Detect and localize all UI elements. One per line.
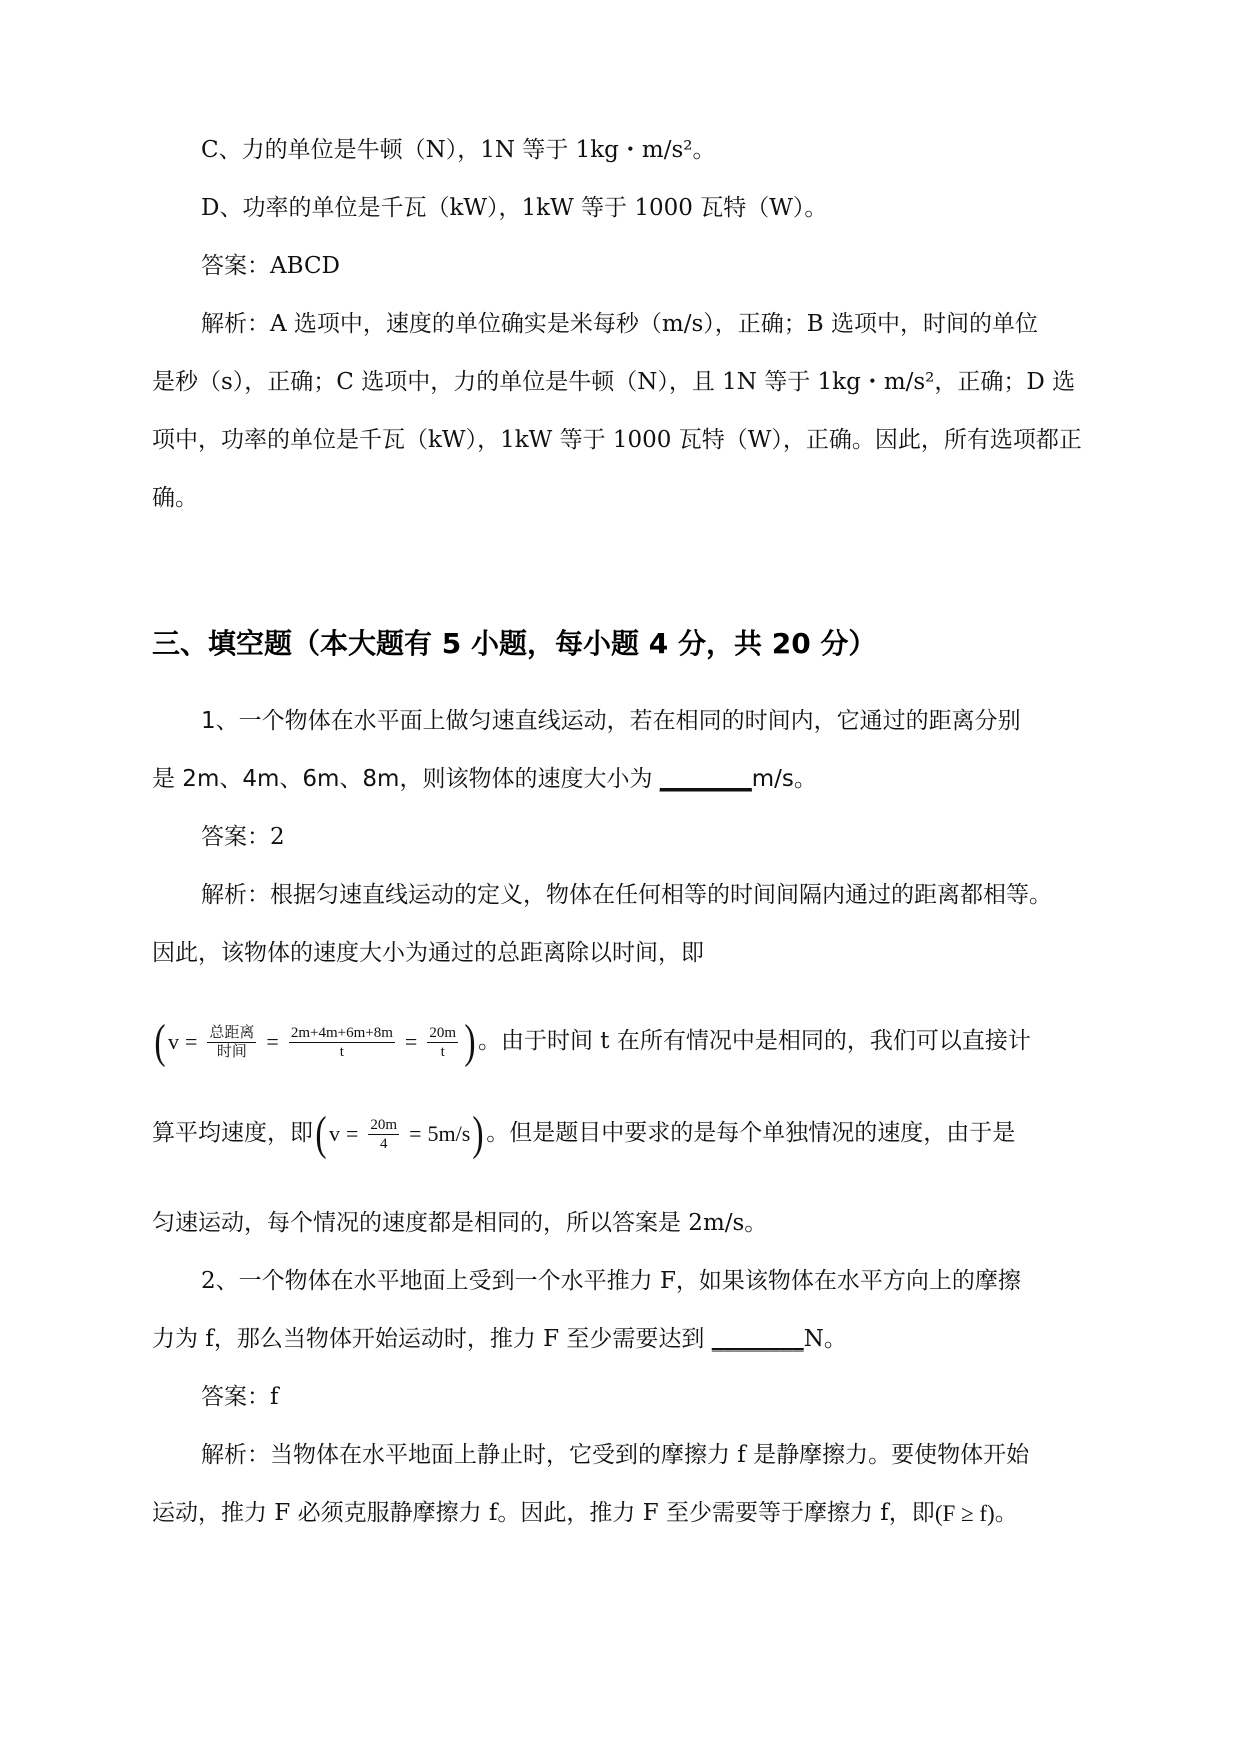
average-velocity-formula: ( v = $\frac{20m}{4}$ = 5m/s ) [315, 1107, 484, 1160]
explanation-line: 确。 [152, 485, 198, 511]
explanation-text: 算平均速度，即 [152, 1120, 313, 1146]
explanation-line: 是秒（s），正确；C 选项中，力的单位是牛顿（N），且 1N 等于 1kg・m/s²，正确；D 选 [152, 369, 1076, 395]
question-1-line [152, 764, 817, 794]
option-c-text: C、力的单位是牛顿（N），1N 等于 1kg・m/s²。 [201, 137, 716, 163]
answer-text: 答案：2 [201, 824, 285, 850]
explanation-text: 。由于时间 t 在所有情况中是相同的，我们可以直接计 [477, 1028, 1031, 1054]
question-2-text: 力为 f，那么当物体开始运动时，推力 F 至少需要达到 [152, 1326, 712, 1352]
explanation-formula-line [152, 1016, 1031, 1067]
explanation-formula-line [152, 1108, 1015, 1159]
unit-text: m/s。 [751, 766, 817, 792]
fraction: $\frac{2m+4m+6m+8m}{t}$ [290, 1024, 393, 1060]
velocity-formula: ( v = $\frac{\text{总距离}}{\text{时间}}$ = $\frac{2m+4m+6m+8m}{t}$ = $\frac{20m}{t}$ ) [154, 1015, 476, 1068]
fill-in-blank: ________ [711, 1326, 804, 1352]
answer-text: 答案：ABCD [201, 253, 340, 279]
fill-in-blank: ________ [659, 766, 752, 792]
fraction: $\frac{20m}{4}$ [370, 1116, 398, 1152]
explanation-line: 因此，该物体的速度大小为通过的总距离除以时间，即 [152, 940, 704, 966]
explanation-line: 匀速运动，每个情况的速度都是相同的，所以答案是 2m/s。 [152, 1210, 768, 1236]
question-2-line [152, 1324, 847, 1354]
fraction: $\frac{20m}{t}$ [429, 1024, 456, 1060]
question-1-line: 1、一个物体在水平面上做匀速直线运动，若在相同的时间内，它通过的距离分别 [201, 708, 1021, 734]
explanation-line: 解析：当物体在水平地面上静止时，它受到的摩擦力 f 是静摩擦力。要使物体开始 [201, 1442, 1030, 1468]
explanation-line: 解析：根据匀速直线运动的定义，物体在任何相等的时间间隔内通过的距离都相等。 [201, 882, 1052, 908]
answer-text: 答案：f [201, 1384, 279, 1410]
option-d-text: D、功率的单位是千瓦（kW），1kW 等于 1000 瓦特（W）。 [201, 195, 828, 221]
inequality-formula: (F ≥ f) [934, 1501, 995, 1526]
explanation-line: 项中，功率的单位是千瓦（kW），1kW 等于 1000 瓦特（W），正确。因此，所有选项都正 [152, 427, 1082, 453]
question-2-line: 2、一个物体在水平地面上受到一个水平推力 F，如果该物体在水平方向上的摩擦 [201, 1268, 1021, 1294]
explanation-text: 运动，推力 F 必须克服静摩擦力 f。因此，推力 F 至少需要等于摩擦力 f，即 [152, 1500, 935, 1526]
explanation-text: 。但是题目中要求的是每个单独情况的速度，由于是 [486, 1120, 1016, 1146]
fraction: $\frac{\text{总距离}}{\text{时间}}$ [209, 1024, 255, 1060]
explanation-line [152, 1498, 1018, 1529]
explanation-line: 解析：A 选项中，速度的单位确实是米每秒（m/s），正确；B 选项中，时间的单位 [201, 311, 1038, 337]
unit-text: N。 [803, 1326, 847, 1352]
section-heading: 三、填空题（本大题有 5 小题，每小题 4 分，共 20 分） [152, 627, 877, 660]
question-1-text: 是 2m、4m、6m、8m，则该物体的速度大小为 [152, 766, 660, 792]
explanation-text: 。 [994, 1500, 1018, 1526]
